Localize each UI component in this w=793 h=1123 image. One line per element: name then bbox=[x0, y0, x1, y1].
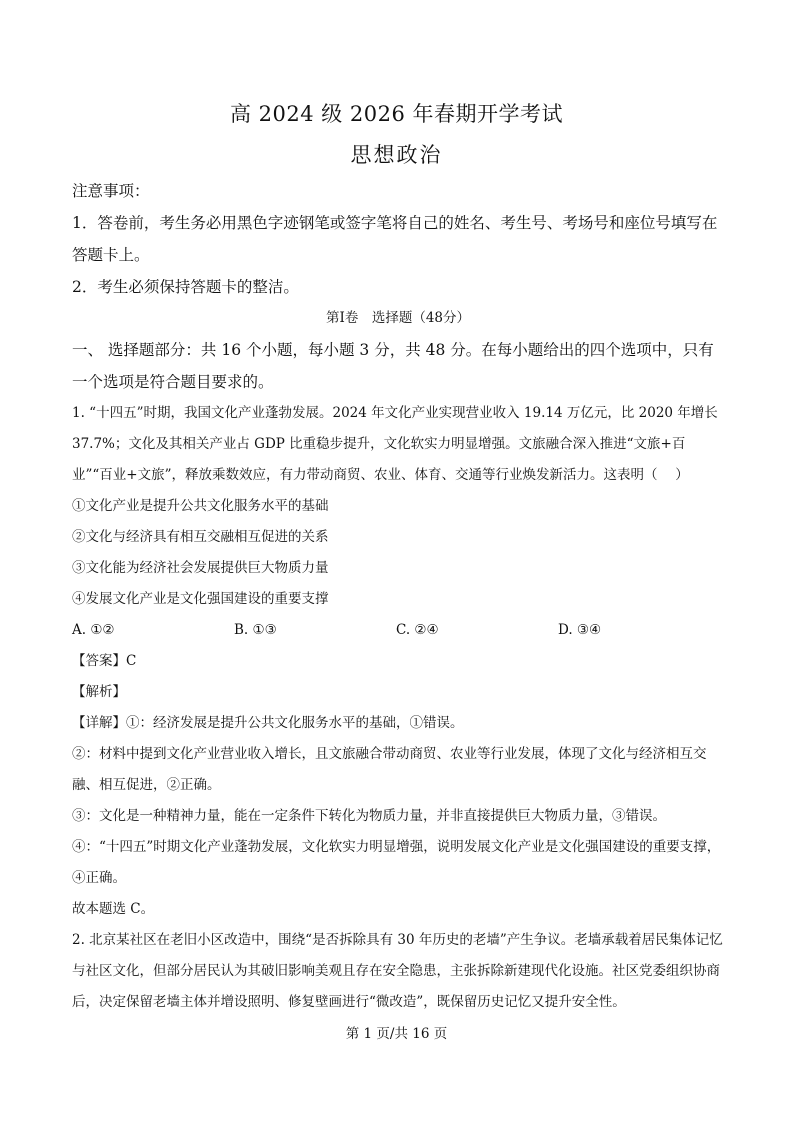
question-1-stem: 1. “十四五”时期，我国文化产业蓬勃发展。2024 年文化产业实现营业收入 19.14 万亿元，比 2020 年增长 37.7%；文化及其相关产业占 GDP 比重稳步提升，文化软实力明显增强。文旅融合深入推进“文旅+百业”“百业+文旅”，释放乘数效应，有力带动商贸、农业、体育、交通等行业焕发新活力。这表明（ ） bbox=[72, 405, 718, 483]
page-content bbox=[72, 175, 724, 1018]
page-number: 第 1 页/共 16 页 bbox=[345, 1026, 448, 1042]
question-2-stem: 2. 北京某社区在老旧小区改造中，围绕“是否拆除具有 30 年历史的老墙”产生争议。老墙承载着居民集体记忆与社区文化，但部分居民认为其破旧影响美观且存在安全隐患，主张拆除新建现代化设施。社区党委组织协商后，决定保留老墙主体并增设照明、修复壁画进行“微改造”，既保留历史记忆又提升安全性。 bbox=[72, 932, 723, 1010]
option-a: A. ①② bbox=[72, 622, 115, 638]
analysis-line-2: ②：材料中提到文化产业营业收入增长，且文旅融合带动商贸、农业等行业发展，体现了文化与经济相互交融、相互促进，②正确。 bbox=[72, 746, 707, 793]
analysis-line-3: ③：文化是一种精神力量，能在一定条件下转化为物质力量，并非直接提供巨大物质力量，③错误。 bbox=[72, 808, 666, 824]
analysis-conclusion: 故本题选 C。 bbox=[72, 901, 155, 917]
section-title: 第Ⅰ卷 选择题（48分） bbox=[325, 310, 470, 326]
option-b: B. ①③ bbox=[234, 622, 277, 638]
section-instructions: 一、 选择题部分：共 16 个小题，每小题 3 分，共 48 分。在每小题给出的四个选项中，只有一个选项是符合题目要求的。 bbox=[72, 341, 714, 391]
notice-item-1: 1．答卷前，考生务必用黑色字迹钢笔或签字笔将自己的姓名、考生号、考场号和座位号填写在答题卡上。 bbox=[72, 214, 718, 264]
exam-subject: 思想政治 bbox=[350, 143, 443, 167]
exam-title: 高 2024 级 2026 年春期开学考试 bbox=[229, 102, 564, 126]
option-c: C. ②④ bbox=[396, 622, 439, 638]
question-1-statement-3: ③文化能为经济社会发展提供巨大物质力量 bbox=[72, 560, 329, 576]
question-1-statement-1: ①文化产业是提升公共文化服务水平的基础 bbox=[72, 498, 329, 514]
question-1-statement-2: ②文化与经济具有相互交融相互促进的关系 bbox=[72, 529, 329, 545]
notice-item-2: 2．考生必须保持答题卡的整洁。 bbox=[72, 278, 299, 296]
analysis-line-4: ④：“十四五”时期文化产业蓬勃发展，文化软实力明显增强，说明发展文化产业是文化强国建设的重要支撑，④正确。 bbox=[72, 839, 721, 886]
question-1-options bbox=[72, 615, 724, 646]
notice-heading: 注意事项： bbox=[72, 182, 150, 200]
question-1-answer: 【答案】C bbox=[72, 653, 137, 669]
analysis-line-1: 【详解】①：经济发展是提升公共文化服务水平的基础，①错误。 bbox=[72, 715, 464, 731]
question-1-analysis-heading: 【解析】 bbox=[72, 684, 126, 700]
question-1-statement-4: ④发展文化产业是文化强国建设的重要支撑 bbox=[72, 591, 329, 607]
option-d: D. ③④ bbox=[558, 622, 602, 638]
